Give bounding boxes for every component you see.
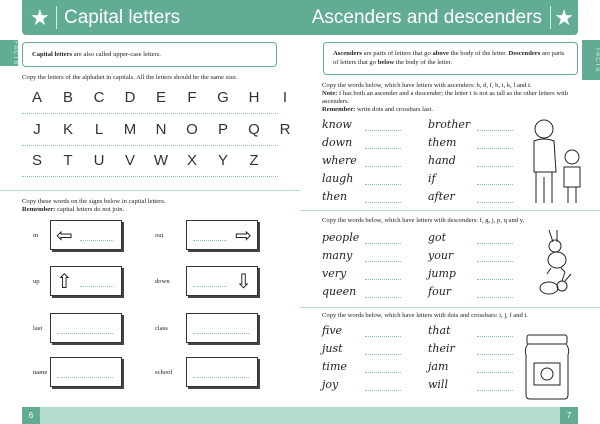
page-number: 7	[560, 407, 578, 424]
practice-word: will	[428, 378, 448, 391]
alphabet-letter: L	[94, 121, 104, 138]
practice-word: just	[322, 342, 343, 355]
facts-text: are parts of letters that go	[361, 50, 433, 57]
writing-line[interactable]	[477, 372, 513, 373]
footer-bar	[300, 407, 578, 424]
writing-line[interactable]	[365, 297, 401, 298]
note-line	[322, 90, 578, 106]
remember-bold: Remember:	[22, 206, 56, 213]
writing-line[interactable]	[477, 148, 513, 149]
sign-word: class	[155, 325, 168, 332]
writing-line[interactable]	[365, 130, 401, 131]
page-title: Ascenders and descenders	[311, 7, 542, 28]
writing-line[interactable]	[477, 202, 513, 203]
sign-word: down	[155, 278, 170, 285]
writing-line[interactable]	[365, 243, 401, 244]
alphabet-letter: M	[123, 121, 137, 138]
note-bold: Note:	[322, 90, 338, 97]
practice-word: that	[428, 324, 451, 337]
remember-text: capital letters do not join.	[55, 206, 125, 213]
writing-line[interactable]	[477, 184, 513, 185]
writing-line[interactable]	[477, 390, 513, 391]
writing-line[interactable]	[477, 354, 513, 355]
facts-tab: FACTS	[582, 40, 600, 80]
footer-bar	[22, 407, 300, 424]
left-header	[22, 0, 300, 35]
alphabet-letter: Z	[249, 152, 259, 169]
facts-tab: FACTS	[0, 40, 18, 66]
arrow-icon: ⇧	[56, 269, 73, 293]
facts-bold: Ascenders	[333, 50, 362, 57]
sign-word: up	[33, 278, 40, 285]
alphabet-letter: Q	[248, 121, 260, 138]
sign-answer-box[interactable]	[50, 266, 122, 296]
writing-line[interactable]	[365, 184, 401, 185]
divider	[0, 190, 300, 191]
sign-answer-box[interactable]	[50, 357, 122, 387]
alphabet-letter: A	[31, 89, 42, 106]
writing-line	[80, 240, 114, 241]
facts-text: are also called upper-case letters.	[72, 51, 161, 58]
instruction-text: Copy the words below, which have letters with ascenders: b, d, f, h, i, k, l and t.	[322, 82, 532, 89]
practice-word: know	[322, 118, 352, 131]
practice-word: where	[322, 154, 357, 167]
jam-jar-illustration	[522, 333, 572, 401]
writing-line[interactable]	[477, 336, 513, 337]
sign-word: name	[33, 369, 48, 376]
writing-line[interactable]	[477, 166, 513, 167]
practice-word: time	[322, 360, 347, 373]
alphabet-letter: V	[124, 152, 135, 169]
sign-answer-box[interactable]	[50, 220, 122, 250]
practice-word: hand	[428, 154, 456, 167]
practice-word: joy	[322, 378, 339, 391]
alphabet-letter: C	[93, 89, 105, 106]
practice-word: many	[322, 249, 353, 262]
sign-word: last	[33, 325, 43, 332]
alphabet-letter: X	[186, 152, 197, 169]
writing-line	[80, 286, 114, 287]
facts-text: the body of the letter.	[394, 58, 453, 66]
alphabet-letter: J	[33, 121, 41, 138]
facts-text: the body of the letter.	[448, 50, 509, 57]
remember-line	[22, 206, 282, 214]
alphabet-letter: S	[31, 152, 42, 169]
writing-line[interactable]	[477, 279, 513, 280]
writing-line[interactable]	[365, 354, 401, 355]
writing-line	[22, 113, 278, 114]
writing-line[interactable]	[365, 261, 401, 262]
alphabet-letter: H	[248, 89, 260, 106]
alphabet-letter: B	[62, 89, 73, 106]
writing-line	[22, 176, 278, 177]
rabbits-illustration	[535, 228, 575, 303]
writing-line[interactable]	[477, 261, 513, 262]
remember-text: write dots and crossbars last.	[355, 106, 433, 113]
facts-bold: Capital letters	[32, 51, 73, 58]
alphabet-letter: G	[217, 89, 229, 106]
alphabet-letter: W	[153, 152, 169, 169]
practice-word: queen	[322, 285, 357, 298]
arrow-icon: ⇦	[56, 223, 73, 247]
remember-line	[322, 106, 578, 114]
alphabet-letter: R	[279, 121, 291, 138]
alphabet-letter: N	[155, 121, 167, 138]
practice-word: then	[322, 190, 348, 203]
alphabet-letter: I	[282, 89, 288, 106]
alphabet-letter: Y	[217, 152, 228, 169]
writing-line	[193, 286, 227, 287]
remember-bold: Remember:	[322, 106, 356, 113]
practice-word: brother	[428, 118, 471, 131]
writing-line	[57, 377, 113, 378]
page-title: Capital letters	[64, 7, 181, 28]
star-icon: ★	[30, 5, 50, 30]
writing-line[interactable]	[477, 243, 513, 244]
sign-answer-box[interactable]	[186, 313, 258, 343]
page-number: 6	[22, 407, 40, 424]
descender-instructions: Copy the words below, which have letters with descenders: f, g, j, p, q and y.	[322, 217, 525, 224]
writing-line[interactable]	[365, 202, 401, 203]
writing-line	[193, 333, 249, 334]
sign-answer-box[interactable]	[50, 313, 122, 343]
note-text: f has both an ascender and a descender; the letter t is not as tall as the other letters with ascenders.	[322, 90, 569, 105]
practice-word: after	[428, 190, 455, 203]
practice-word: five	[322, 324, 343, 337]
divider	[300, 210, 600, 211]
facts-bold: below	[377, 58, 395, 66]
right-header	[300, 0, 578, 35]
divider	[300, 307, 600, 308]
practice-word: them	[428, 136, 457, 149]
facts-text: are parts of letters that go	[333, 50, 565, 66]
alphabet-letter: K	[62, 121, 73, 138]
writing-line[interactable]	[365, 166, 401, 167]
writing-line	[193, 240, 227, 241]
instruction	[22, 198, 282, 214]
boy-and-child-illustration	[522, 117, 592, 205]
header-divider	[550, 6, 551, 29]
sign-answer-box[interactable]	[186, 357, 258, 387]
writing-line[interactable]	[365, 390, 401, 391]
writing-line[interactable]	[365, 148, 401, 149]
practice-word: down	[322, 136, 353, 149]
alphabet-letter: O	[186, 121, 198, 138]
practice-word: your	[428, 249, 454, 262]
practice-word: very	[322, 267, 347, 280]
writing-line[interactable]	[365, 336, 401, 337]
instruction: Copy the letters of the alphabet in capitals. All the letters should be the same size.	[22, 74, 238, 81]
star-icon: ★	[554, 5, 574, 30]
sign-answer-box[interactable]	[186, 220, 258, 250]
writing-line[interactable]	[477, 130, 513, 131]
facts-bold: above	[432, 50, 449, 57]
practice-word: if	[428, 172, 436, 185]
practice-word: four	[428, 285, 452, 298]
writing-line	[193, 377, 249, 378]
alphabet-letter: D	[124, 89, 136, 106]
facts-bold: Descenders	[508, 50, 541, 57]
alphabet-letter: P	[217, 121, 228, 138]
writing-line[interactable]	[365, 372, 401, 373]
practice-word: people	[322, 231, 360, 244]
arrow-icon: ⇩	[235, 269, 252, 293]
alphabet-letter: T	[63, 152, 73, 169]
instruction-text: Copy these words on the signs below in capital letters.	[22, 198, 166, 205]
alphabet-letter: U	[93, 152, 105, 169]
sign-word: school	[155, 369, 173, 376]
practice-word: their	[428, 342, 455, 355]
writing-line	[22, 145, 278, 146]
alphabet-letter: F	[187, 89, 197, 106]
alphabet-letter: E	[155, 89, 166, 106]
practice-word: got	[428, 231, 447, 244]
writing-line[interactable]	[365, 279, 401, 280]
sign-answer-box[interactable]	[186, 266, 258, 296]
ascender-instructions	[322, 82, 578, 114]
facts-box	[323, 42, 578, 75]
facts-box	[22, 42, 277, 67]
crossbar-instructions: Copy the words below, which have letters with dots and crossbars: i, j, f and t.	[322, 312, 528, 319]
writing-line[interactable]	[477, 297, 513, 298]
sign-word: in	[33, 232, 39, 239]
sign-word: out	[155, 232, 164, 239]
practice-word: laugh	[322, 172, 354, 185]
writing-line	[57, 333, 113, 334]
practice-word: jam	[428, 360, 449, 373]
header-divider	[56, 6, 57, 29]
arrow-icon: ⇨	[235, 223, 252, 247]
practice-word: jump	[428, 267, 456, 280]
